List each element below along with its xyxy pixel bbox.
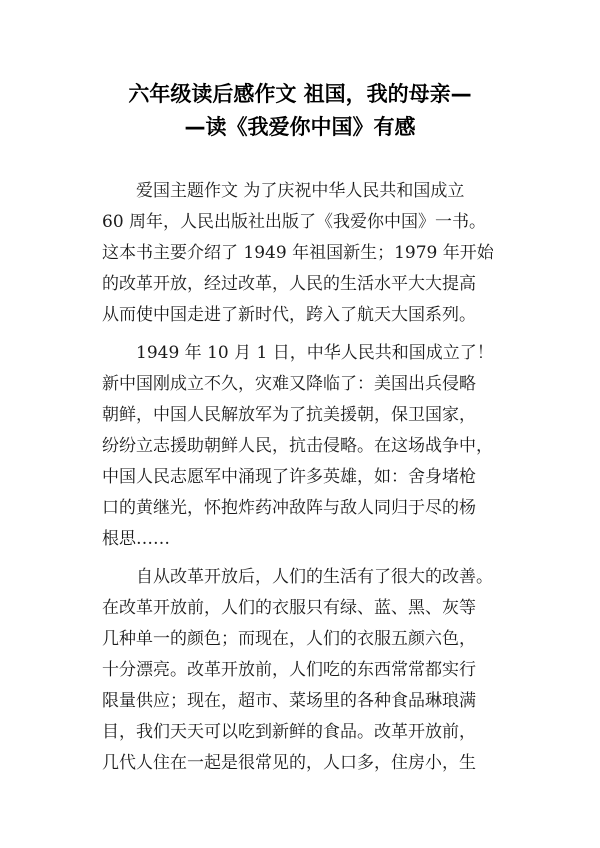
paragraph-3-line-2: 在改革开放前，人们的衣服只有绿、蓝、黑、灰等: [102, 598, 476, 618]
paragraph-3-line-4: 十分漂亮。改革开放前，人们吃的东西常常都实行: [102, 660, 476, 680]
paragraph-3-line-3: 几种单一的颜色；而现在，人们的衣服五颜六色，: [102, 629, 476, 649]
paragraph-2-line-6: 口的黄继光，怀抱炸药冲敌阵与敌人同归于尽的杨: [102, 498, 476, 518]
paragraph-2-line-3: 朝鲜，中国人民解放军为了抗美援朝，保卫国家，: [102, 405, 476, 425]
document-title-line-1: 六年级读后感作文 祖国，我的母亲—: [128, 82, 472, 106]
paragraph-1-line-1: 爱国主题作文 为了庆祝中华人民共和国成立: [136, 181, 465, 201]
paragraph-1-line-5: 从而使中国走进了新时代，跨入了航天大国系列。: [102, 305, 476, 325]
paragraph-1-line-2: 60 周年，人民出版社出版了《我爱你中国》一书。: [102, 212, 487, 232]
paragraph-2-line-1: 1949 年 10 月 1 日，中华人民共和国成立了！: [136, 343, 494, 363]
paragraph-3-line-1: 自从改革开放后，人们的生活有了很大的改善。: [136, 567, 493, 587]
document-title-line-2: —读《我爱你中国》有感: [184, 115, 416, 139]
paragraph-2-line-2: 新中国刚成立不久，灾难又降临了：美国出兵侵略: [102, 374, 476, 394]
paragraph-2-line-7: 根思……: [102, 529, 170, 549]
paragraph-2-line-5: 中国人民志愿军中涌现了许多英雄，如：舍身堵枪: [102, 467, 476, 487]
paragraph-3-line-6: 目，我们天天可以吃到新鲜的食品。改革开放前，: [102, 722, 476, 742]
paragraph-2-line-4: 纷纷立志援助朝鲜人民，抗击侵略。在这场战争中，: [102, 436, 493, 456]
paragraph-1-line-3: 这本书主要介绍了 1949 年祖国新生；1979 年开始: [102, 243, 494, 263]
paragraph-3-line-7: 几代人住在一起是很常见的，人口多，住房小，生: [102, 753, 476, 773]
paragraph-1-line-4: 的改革开放，经过改革，人民的生活水平大大提高: [102, 274, 476, 294]
paragraph-3-line-5: 限量供应；现在，超市、菜场里的各种食品琳琅满: [102, 691, 476, 711]
